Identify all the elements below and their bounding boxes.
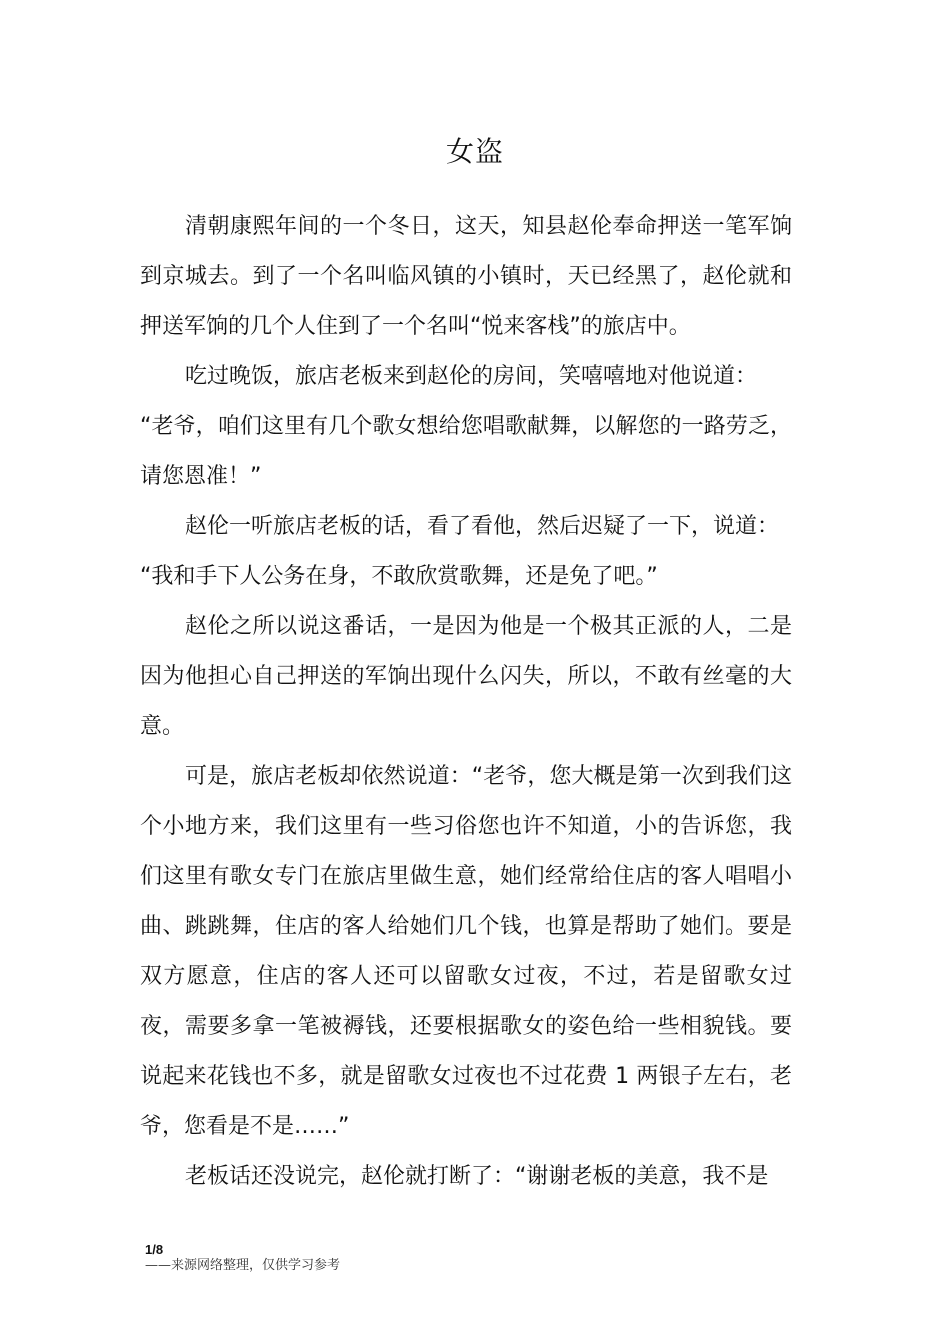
paragraph-4: 赵伦一听旅店老板的话，看了看他，然后迟疑了一下，说道：	[185, 514, 780, 539]
body-text	[140, 202, 792, 1202]
footer-note: ——来源网络整理，仅供学习参考	[145, 1258, 341, 1273]
page-title: 女盗	[445, 135, 504, 168]
paragraph-1: 清朝康熙年间的一个冬日，这天，知县赵伦奉命押送一笔军饷到京城去。到了一个名叫临风镇的小镇时，天已经黑了，赵伦就和押送军饷的几个人住到了一个名叫“悦来客栈”的旅店中。	[140, 214, 792, 339]
paragraph-3: “老爷，咱们这里有几个歌女想给您唱歌献舞，以解您的一路劳乏，请您恩准！”	[140, 414, 792, 489]
paragraph-6: 赵伦之所以说这番话，一是因为他是一个极其正派的人，二是因为他担心自己押送的军饷出现什么闪失，所以，不敢有丝毫的大意。	[140, 614, 792, 739]
paragraph-2: 吃过晚饭，旅店老板来到赵伦的房间，笑嘻嘻地对他说道：	[185, 364, 758, 389]
page-number: 1/8	[145, 1242, 164, 1257]
paragraph-7: 可是，旅店老板却依然说道：“老爷，您大概是第一次到我们这个小地方来，我们这里有一些习俗您也许不知道，小的告诉您，我们这里有歌女专门在旅店里做生意，她们经常给住店的客人唱唱小曲、跳跳舞，住店的客人给她们几个钱，也算是帮助了她们。要是双方愿意，住店的客人还可以留歌女过夜，不过，若是留歌女过夜，需要多拿一笔被褥钱，还要根据歌女的姿色给一些相貌钱。要说起来花钱也不多，就是留歌女过夜也不过花费 1 两银子左右，老爷，您看是不是……”	[140, 764, 792, 1139]
paragraph-8: 老板话还没说完，赵伦就打断了：“谢谢老板的美意，我不是	[185, 1164, 769, 1189]
paragraph-5: “我和手下人公务在身，不敢欣赏歌舞，还是免了吧。”	[140, 564, 658, 589]
